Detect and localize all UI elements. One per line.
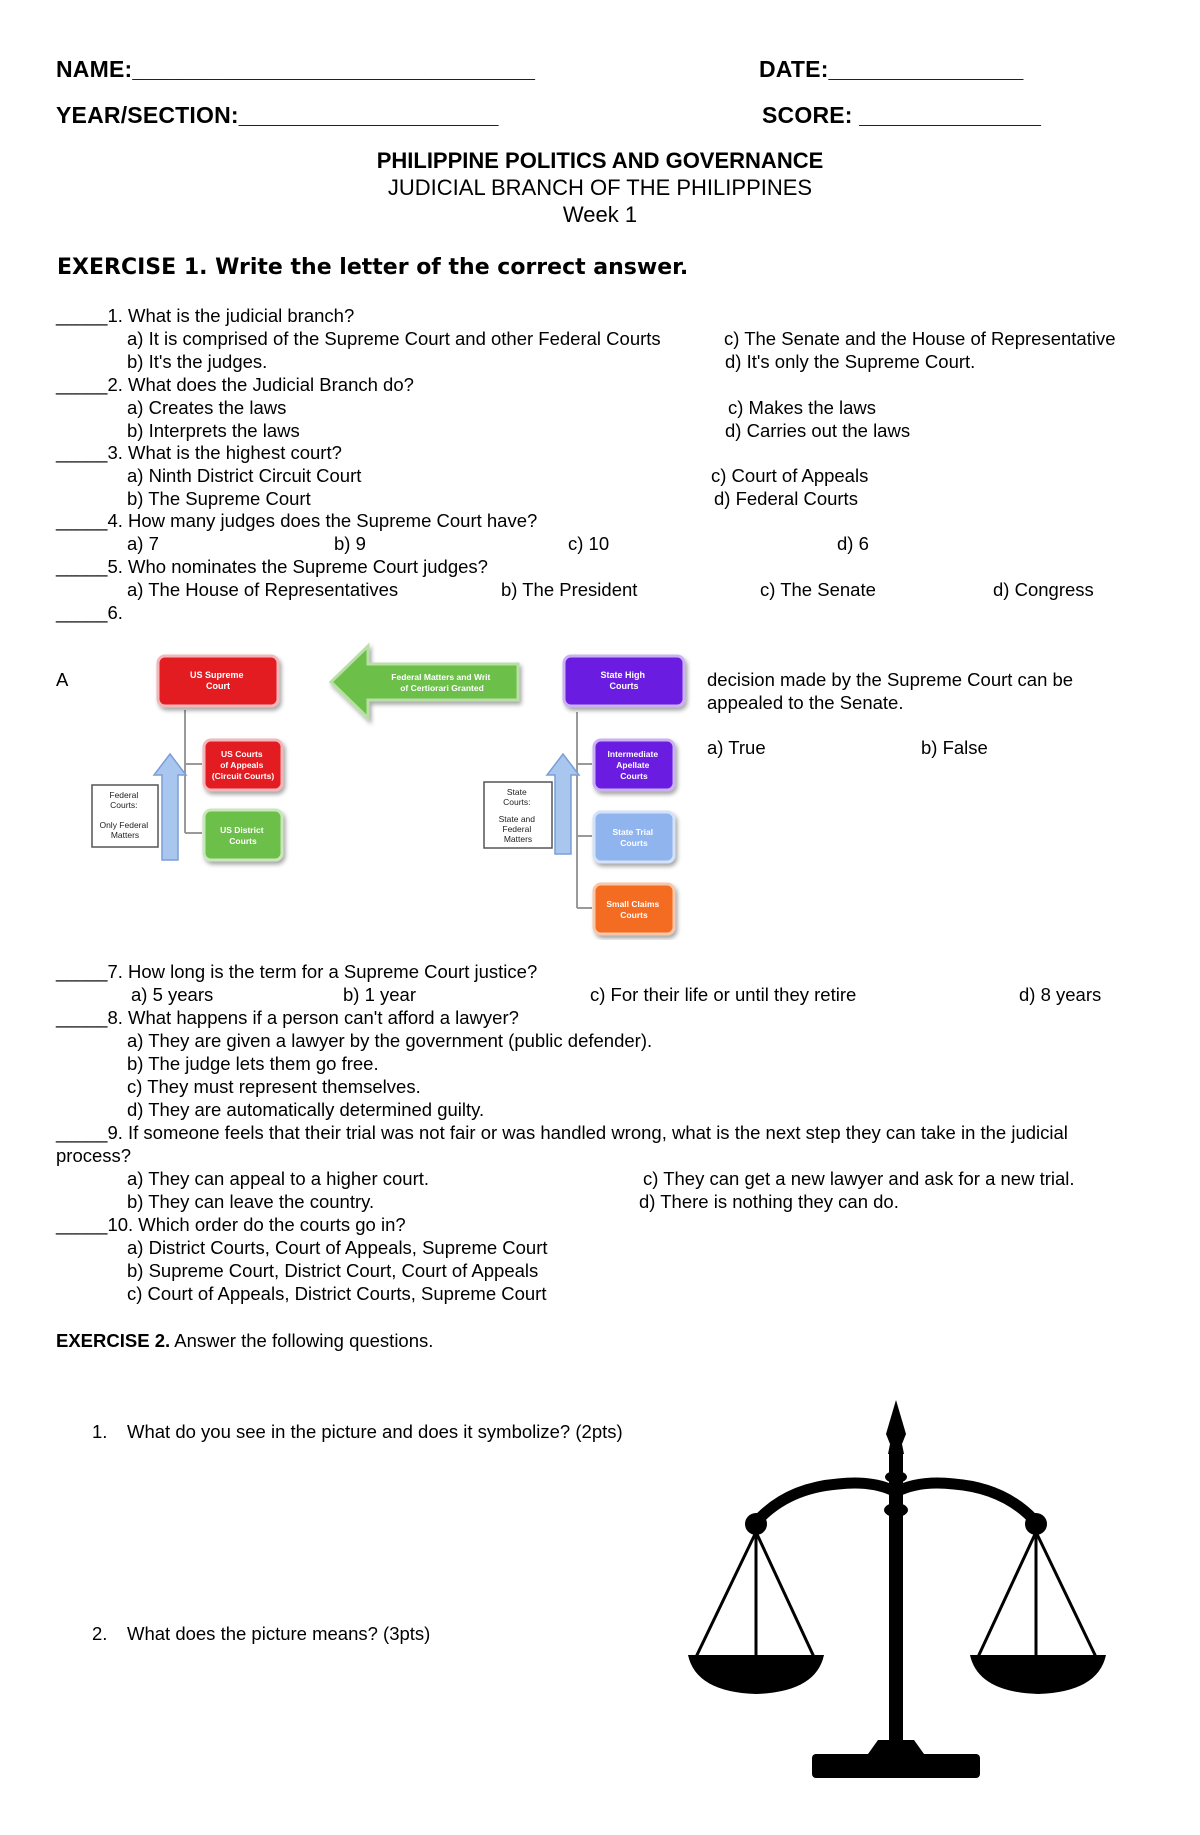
svg-text:US District Courts: US District Courts [220, 825, 264, 846]
svg-text:State Courts: Stat: State Courts: State and Federal Matters [498, 787, 536, 844]
q8-option-b: b) The judge lets them go free. [127, 1053, 379, 1074]
ex2-q2-number: 2. [92, 1623, 108, 1644]
q4-option-b: b) 9 [334, 533, 366, 554]
svg-text:Federal Courts: On: Federal Courts: Only Federal Matters [99, 790, 149, 840]
q5-option-b: b) The President [501, 579, 638, 600]
exercise2-heading [56, 1330, 433, 1352]
q10-stem: _____10. Which order do the courts go in? [56, 1214, 406, 1235]
subject-title: PHILIPPINE POLITICS AND GOVERNANCE [376, 148, 824, 173]
q6-lead-word: A [56, 669, 69, 690]
q1-stem: _____1. What is the judicial branch? [56, 305, 355, 326]
q9-stem-line1: _____9. If someone feels that their trial was not fair or was handled wrong, what is the next step they can take in the judicial [56, 1122, 1068, 1143]
q5-stem: _____5. Who nominates the Supreme Court judges? [56, 556, 488, 577]
q7-stem: _____7. How long is the term for a Supreme Court justice? [56, 961, 538, 982]
q9-option-c: c) They can get a new lawyer and ask for a new trial. [643, 1168, 1075, 1189]
svg-text:US Supreme Court: US Supreme Court [189, 670, 244, 691]
q9-option-d: d) There is nothing they can do. [639, 1191, 899, 1212]
score-field-label: SCORE: ______________ [762, 102, 1042, 128]
q7-option-c: c) For their life or until they retire [590, 984, 857, 1005]
q1-option-a: a) It is comprised of the Supreme Court and other Federal Courts [127, 328, 661, 349]
q4-option-c: c) 10 [568, 533, 610, 554]
q9-option-b: b) They can leave the country. [127, 1191, 375, 1212]
q2-option-a: a) Creates the laws [127, 397, 287, 418]
svg-text:State Trial Courts: State Trial Courts [612, 827, 654, 848]
ex2-q1-text: What do you see in the picture and does it symbolize? (2pts) [127, 1421, 623, 1442]
q5-option-c: c) The Senate [760, 579, 876, 600]
svg-text:US Courts of Appeals: US Courts of Appeals (Circuit Courts) [211, 749, 275, 781]
court-system-diagram [86, 640, 692, 940]
q7-option-b: b) 1 year [343, 984, 417, 1005]
q3-option-a: a) Ninth District Circuit Court [127, 465, 362, 486]
q3-stem: _____3. What is the highest court? [56, 442, 342, 463]
svg-text:State High Courts: State High Courts [600, 670, 645, 691]
exercise2-heading-bold: EXERCISE 2. [56, 1330, 171, 1351]
q8-option-a: a) They are given a lawyer by the government (public defender). [127, 1030, 653, 1051]
us-district-courts-box [204, 810, 282, 860]
q7-option-a: a) 5 years [131, 984, 214, 1005]
federal-courts-note [92, 785, 158, 847]
q3-option-b: b) The Supreme Court [127, 488, 311, 509]
q3-option-c: c) Court of Appeals [711, 465, 869, 486]
intermediate-appellate-courts-box [594, 740, 674, 790]
federal-appeal-up-arrow [154, 754, 186, 860]
scales-of-justice-icon [688, 1392, 1108, 1782]
q2-option-d: d) Carries out the laws [725, 420, 911, 441]
q5-option-a: a) The House of Representatives [127, 579, 399, 600]
small-claims-courts-box [594, 884, 674, 934]
q6-stem: _____6. [56, 602, 123, 623]
state-courts-note [484, 782, 552, 848]
q4-option-a: a) 7 [127, 533, 159, 554]
date-field-label: DATE:_______________ [759, 56, 1024, 82]
state-high-courts-box [564, 656, 684, 706]
q2-stem: _____2. What does the Judicial Branch do? [56, 374, 414, 395]
q2-option-b: b) Interprets the laws [127, 420, 300, 441]
svg-text:Small Claims Courts: Small Claims Courts [606, 899, 660, 920]
q7-option-d: d) 8 years [1019, 984, 1102, 1005]
ex2-q1-number: 1. [92, 1421, 108, 1442]
state-trial-courts-box [594, 812, 674, 862]
svg-text:Intermediate Apellate: Intermediate Apellate Courts [607, 749, 659, 781]
us-courts-of-appeals-box [204, 740, 282, 790]
q1-option-c: c) The Senate and the House of Representative [724, 328, 1116, 349]
q4-option-d: d) 6 [837, 533, 869, 554]
svg-text:Federal Matters and Writ: Federal Matters and Writ of Certiorari Granted [391, 672, 491, 693]
topic-title: JUDICIAL BRANCH OF THE PHILIPPINES [387, 175, 813, 200]
q6-option-a: a) True [707, 737, 766, 758]
ex2-q2-text: What does the picture means? (3pts) [127, 1623, 431, 1644]
year-section-field-label: YEAR/SECTION:____________________ [56, 102, 499, 128]
q10-option-c: c) Court of Appeals, District Courts, Supreme Court [127, 1283, 547, 1304]
us-supreme-court-box [158, 656, 278, 706]
q9-stem-line2: process? [56, 1145, 132, 1166]
q10-option-b: b) Supreme Court, District Court, Court of Appeals [127, 1260, 539, 1281]
q6-statement-line1: decision made by the Supreme Court can be [707, 669, 1074, 690]
q8-option-c: c) They must represent themselves. [127, 1076, 421, 1097]
q1-option-b: b) It's the judges. [127, 351, 268, 372]
q2-option-c: c) Makes the laws [728, 397, 877, 418]
exercise1-heading: EXERCISE 1. Write the letter of the correct answer. [57, 255, 689, 280]
q5-option-d: d) Congress [993, 579, 1094, 600]
name-field-label: NAME:_______________________________ [56, 56, 536, 82]
q6-option-b: b) False [921, 737, 988, 758]
writ-of-certiorari-arrow [331, 646, 518, 718]
q6-statement-line2: appealed to the Senate. [707, 692, 904, 713]
week-title: Week 1 [562, 202, 638, 227]
q4-stem: _____4. How many judges does the Supreme Court have? [56, 510, 538, 531]
exercise2-heading-rest: Answer the following questions. [170, 1330, 434, 1351]
q9-option-a: a) They can appeal to a higher court. [127, 1168, 430, 1189]
q1-option-d: d) It's only the Supreme Court. [725, 351, 976, 372]
q10-option-a: a) District Courts, Court of Appeals, Supreme Court [127, 1237, 548, 1258]
q8-option-d: d) They are automatically determined guilty. [127, 1099, 485, 1120]
q3-option-d: d) Federal Courts [714, 488, 858, 509]
q8-stem: _____8. What happens if a person can't afford a lawyer? [56, 1007, 519, 1028]
